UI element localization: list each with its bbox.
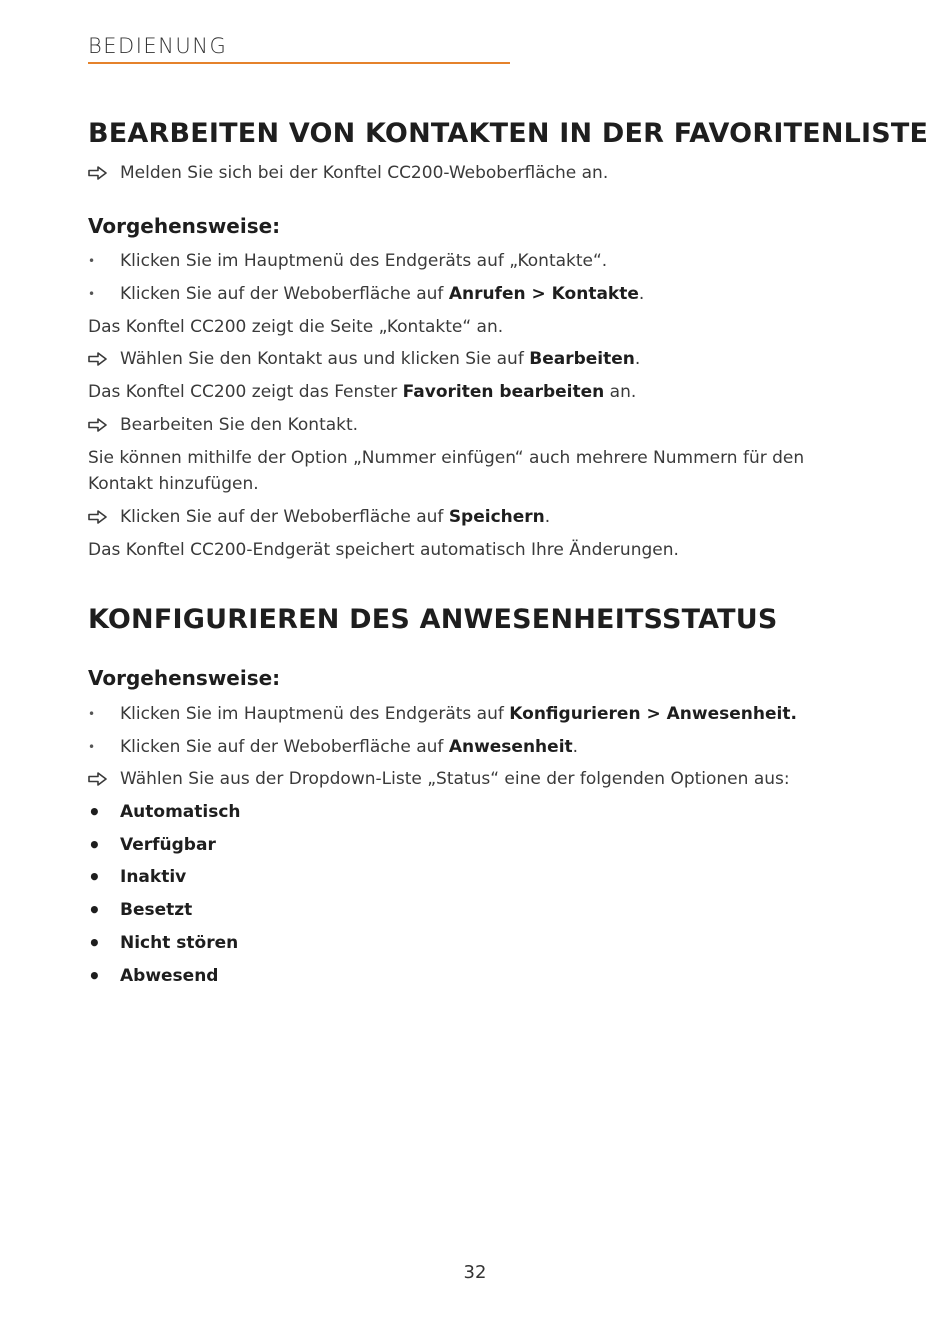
bullet-main-menu: Klicken Sie im Hauptmenü des Endgeräts auf „Kontakte“. [120,251,608,271]
list-item: Verfügbar [120,835,216,855]
bullet-dot: • [88,740,96,754]
bullet-dot: • [88,800,101,824]
procedure-heading: Vorgehensweise: [88,214,281,238]
bullet-web-presence: Klicken Sie auf der Weboberfläche auf Anwesenheit. [120,737,579,757]
result-edit-window: Das Konftel CC200 zeigt das Fenster Favoriten bearbeiten an. [88,382,637,402]
list-item: Inaktiv [120,867,187,887]
step-edit-contact: Bearbeiten Sie den Kontakt. [120,415,359,435]
list-item: Nicht stören [120,933,239,953]
bullet-dot: • [88,898,101,922]
bullet-dot: • [88,287,96,301]
step-select-contact: Wählen Sie den Kontakt aus und klicken Sie auf Bearbeiten. [120,349,641,369]
arrow-icon [88,412,112,438]
note-add-numbers: Sie können mithilfe der Option „Nummer einfügen“ auch mehrere Nummern für den Kontakt hinzufügen. [88,448,805,494]
step-login: Melden Sie sich bei der Konftel CC200-Weboberfläche an. [120,163,609,183]
bullet-dot: • [88,254,96,268]
step-choose-status: Wählen Sie aus der Dropdown-Liste „Status“ eine der folgenden Optionen aus: [120,769,790,789]
section-title-favorites: BEARBEITEN VON KONTAKTEN IN DER FAVORITENLISTE [88,118,929,149]
arrow-icon [88,346,112,372]
header-rule [88,62,510,64]
list-item: Automatisch [120,802,241,822]
bullet-main-menu-presence: Klicken Sie im Hauptmenü des Endgeräts auf Konfigurieren > Anwesenheit. [120,704,797,724]
procedure-heading: Vorgehensweise: [88,666,281,690]
list-item: Abwesend [120,966,219,986]
bullet-dot: • [88,964,101,988]
step-save: Klicken Sie auf der Weboberfläche auf Speichern. [120,507,551,527]
bullet-dot: • [88,865,101,889]
arrow-icon [88,160,112,186]
bullet-dot: • [88,931,101,955]
arrow-icon [88,766,112,792]
list-item: Besetzt [120,900,193,920]
bullet-dot: • [88,707,96,721]
result-contacts-page: Das Konftel CC200 zeigt die Seite „Kontakte“ an. [88,317,504,337]
bullet-web-interface: Klicken Sie auf der Weboberfläche auf Anrufen > Kontakte. [120,284,645,304]
bullet-dot: • [88,833,101,857]
section-title-presence: KONFIGURIEREN DES ANWESENHEITSSTATUS [88,604,778,635]
result-saved: Das Konftel CC200-Endgerät speichert automatisch Ihre Änderungen. [88,540,679,560]
arrow-icon [88,504,112,530]
running-header: BEDIENUNG [88,34,228,58]
page-number: 32 [463,1262,487,1283]
